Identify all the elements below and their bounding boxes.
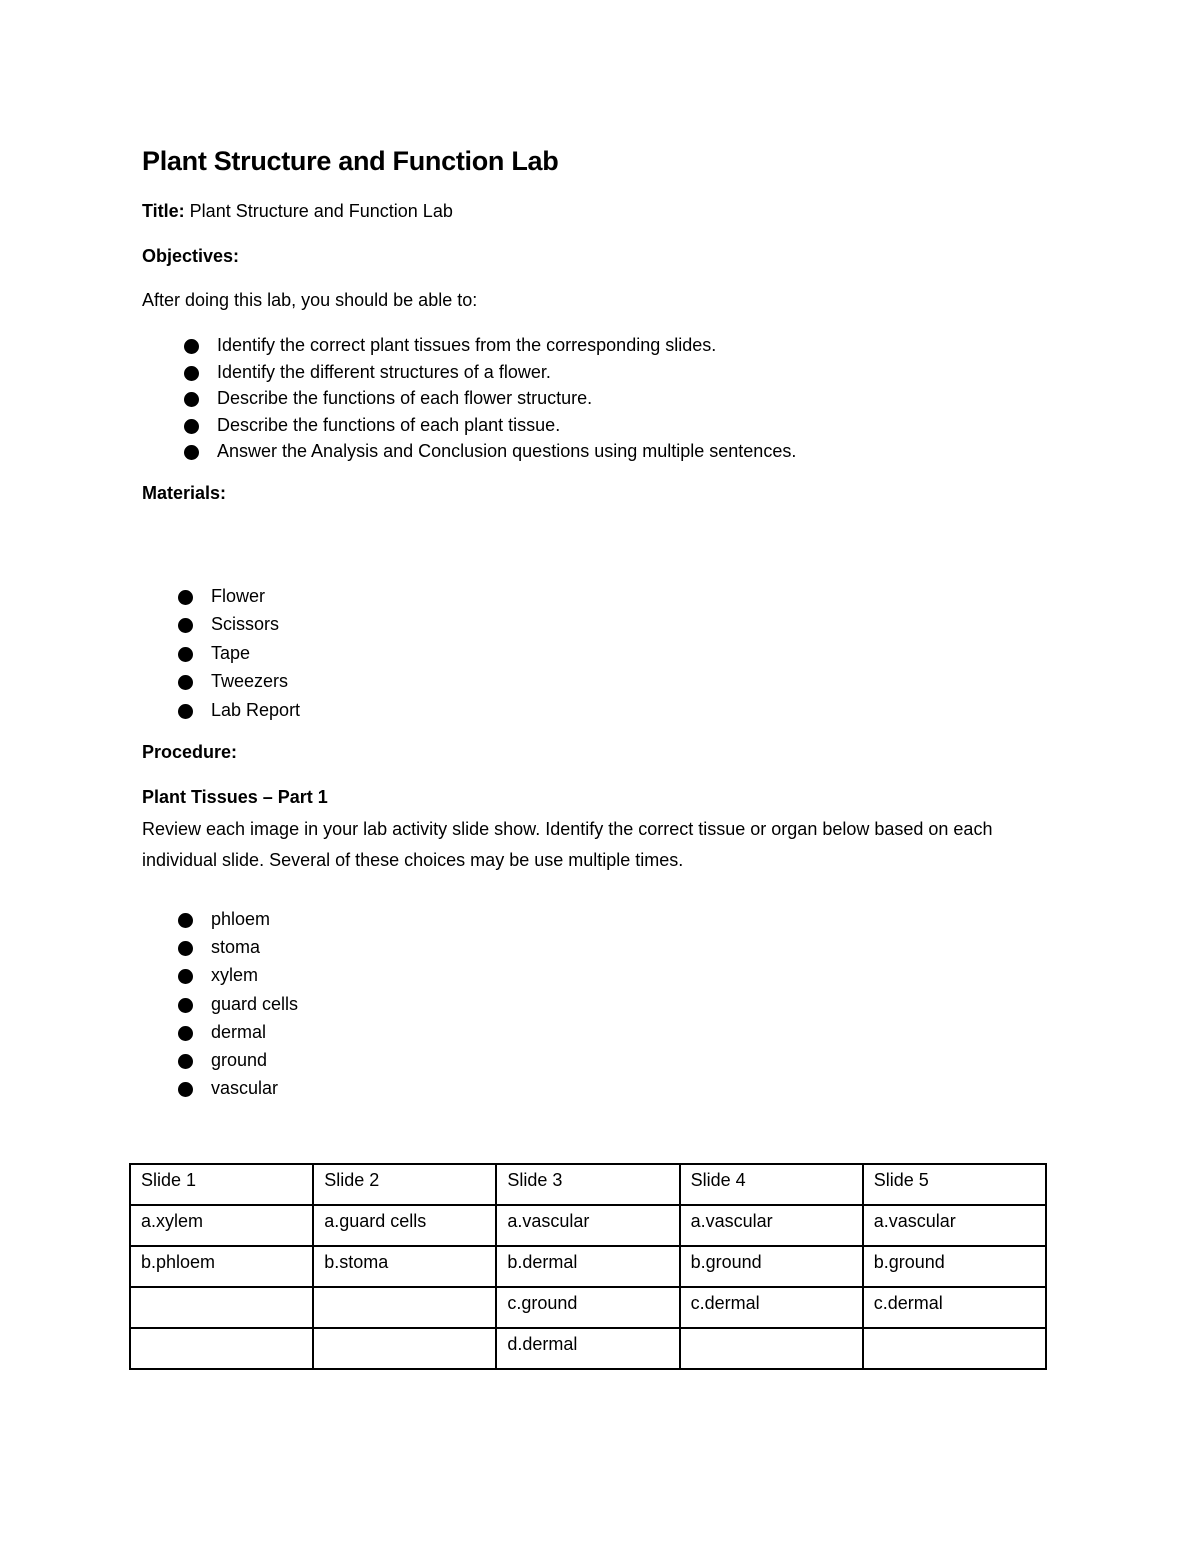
tissue-choice-item: phloem bbox=[142, 908, 298, 936]
table-row bbox=[130, 1287, 1046, 1328]
bullet-dot-icon bbox=[184, 419, 199, 434]
slides-answer-table bbox=[129, 1163, 1047, 1370]
tissue-choice-item: guard cells bbox=[142, 993, 298, 1021]
title-line bbox=[142, 201, 453, 222]
table-row bbox=[130, 1246, 1046, 1287]
bullet-dot-icon bbox=[178, 675, 193, 690]
bullet-dot-icon bbox=[178, 913, 193, 928]
tissue-choice-item: vascular bbox=[142, 1077, 298, 1105]
material-item: Flower bbox=[142, 585, 300, 613]
objectives-intro: After doing this lab, you should be able to: bbox=[142, 290, 478, 310]
materials-label: Materials: bbox=[142, 483, 227, 503]
bullet-dot-icon bbox=[178, 1054, 193, 1069]
table-cell: a.vascular bbox=[863, 1205, 1046, 1246]
table-cell: b.stoma bbox=[313, 1246, 496, 1287]
title-label: Title: bbox=[142, 201, 185, 221]
objective-item: Identify the correct plant tissues from the corresponding slides. bbox=[142, 334, 796, 361]
document-heading: Plant Structure and Function Lab bbox=[142, 146, 559, 176]
tissue-choice-item: ground bbox=[142, 1049, 298, 1077]
table-cell: a.vascular bbox=[496, 1205, 679, 1246]
material-item: Scissors bbox=[142, 613, 300, 641]
bullet-dot-icon bbox=[178, 941, 193, 956]
table-cell: c.dermal bbox=[863, 1287, 1046, 1328]
table-cell: c.dermal bbox=[680, 1287, 863, 1328]
table-cell: b.ground bbox=[680, 1246, 863, 1287]
part1-heading: Plant Tissues – Part 1 bbox=[142, 787, 328, 807]
objectives-label: Objectives: bbox=[142, 246, 240, 266]
bullet-dot-icon bbox=[184, 392, 199, 407]
table-cell: b.phloem bbox=[130, 1246, 313, 1287]
objective-item: Describe the functions of each flower structure. bbox=[142, 387, 796, 414]
table-row bbox=[130, 1205, 1046, 1246]
objective-item: Identify the different structures of a flower. bbox=[142, 361, 796, 388]
objective-item: Describe the functions of each plant tissue. bbox=[142, 414, 796, 441]
objective-item: Answer the Analysis and Conclusion questions using multiple sentences. bbox=[142, 440, 796, 467]
bullet-dot-icon bbox=[178, 618, 193, 633]
tissue-choice-item: dermal bbox=[142, 1021, 298, 1049]
table-header-cell: Slide 4 bbox=[680, 1164, 863, 1205]
tissue-choices-list bbox=[142, 908, 298, 1105]
table-header-row bbox=[130, 1164, 1046, 1205]
bullet-dot-icon bbox=[178, 969, 193, 984]
table-cell bbox=[313, 1328, 496, 1369]
tissue-choice-item: stoma bbox=[142, 936, 298, 964]
part1-instructions: Review each image in your lab activity slide show. Identify the correct tissue or organ below based on each individual slide. Several of these choices may be use multiple times. bbox=[142, 819, 993, 870]
table-cell: d.dermal bbox=[496, 1328, 679, 1369]
table-cell bbox=[130, 1328, 313, 1369]
table-header-cell: Slide 2 bbox=[313, 1164, 496, 1205]
table-cell bbox=[313, 1287, 496, 1328]
material-item: Lab Report bbox=[142, 699, 300, 727]
table-header-cell: Slide 1 bbox=[130, 1164, 313, 1205]
table-cell: c.ground bbox=[496, 1287, 679, 1328]
bullet-dot-icon bbox=[184, 339, 199, 354]
bullet-dot-icon bbox=[178, 1082, 193, 1097]
table-cell: b.dermal bbox=[496, 1246, 679, 1287]
bullet-dot-icon bbox=[178, 704, 193, 719]
material-item: Tweezers bbox=[142, 670, 300, 698]
objectives-list bbox=[142, 334, 796, 467]
bullet-dot-icon bbox=[178, 998, 193, 1013]
bullet-dot-icon bbox=[184, 366, 199, 381]
title-value: Plant Structure and Function Lab bbox=[184, 201, 453, 221]
table-row bbox=[130, 1328, 1046, 1369]
material-item: Tape bbox=[142, 642, 300, 670]
table-cell bbox=[680, 1328, 863, 1369]
table-cell bbox=[130, 1287, 313, 1328]
bullet-dot-icon bbox=[184, 445, 199, 460]
bullet-dot-icon bbox=[178, 590, 193, 605]
table-cell: a.guard cells bbox=[313, 1205, 496, 1246]
table-cell: a.vascular bbox=[680, 1205, 863, 1246]
table-header-cell: Slide 5 bbox=[863, 1164, 1046, 1205]
bullet-dot-icon bbox=[178, 1026, 193, 1041]
table-cell: a.xylem bbox=[130, 1205, 313, 1246]
table-cell bbox=[863, 1328, 1046, 1369]
materials-list bbox=[142, 585, 300, 727]
table-header-cell: Slide 3 bbox=[496, 1164, 679, 1205]
procedure-label: Procedure: bbox=[142, 742, 238, 762]
bullet-dot-icon bbox=[178, 647, 193, 662]
table-cell: b.ground bbox=[863, 1246, 1046, 1287]
tissue-choice-item: xylem bbox=[142, 964, 298, 992]
